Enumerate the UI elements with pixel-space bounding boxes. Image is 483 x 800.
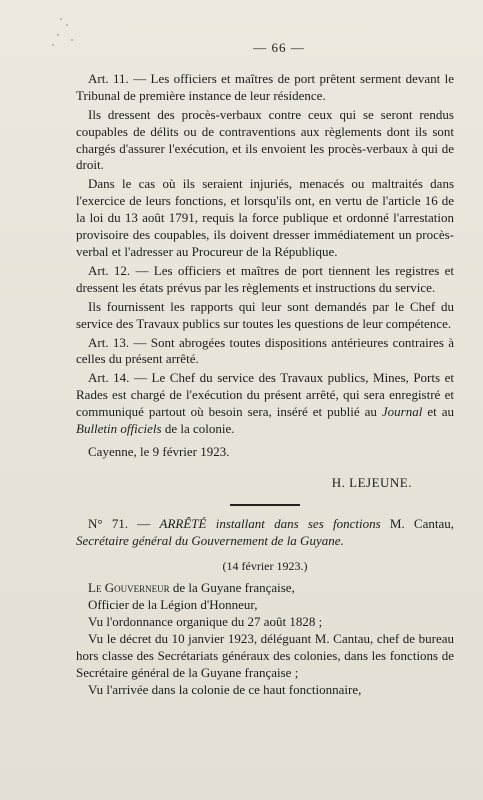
decree-title-part-1: installant dans ses fonctions — [206, 515, 390, 531]
paper-speck — [52, 44, 54, 46]
decree-date: (14 février 1923.) — [222, 558, 308, 573]
paper-speck — [60, 18, 62, 20]
paper-speck — [71, 39, 73, 41]
paragraph-art-12: Art. 12. — Les officiers et maîtres de port tiennent les registres et dressent les états prévus par les règlements et instructions du service. — [76, 262, 454, 295]
paper-speck — [57, 34, 59, 36]
decree-type: ARRÊTÉ — [159, 515, 207, 531]
paragraph-injuries: Dans le cas où ils seraient injuriés, menacés ou maltraités dans l'exercice de leurs fonctions, et lorsqu'ils ont, en vertu de l'article 16 de la loi du 13 août 1791, requis la force publique et ordonné l'arrestation provisoire des coupables, ils doivent dresser immédiatement un procès-verbal et l'adresser au Procureur de la République. — [76, 176, 454, 259]
art14-text-start: Art. 14. — Le Chef du service des Travaux publics, Mines, Ports et Rades est chargé de l'exécution du présent arrêté, qui sera enregistré et communiqué partout où besoin sera, inséré et publié au — [76, 370, 454, 420]
governor-rest: de la Guyane française, — [169, 580, 295, 596]
visa-decret: Vu le décret du 10 janvier 1923, déléguant M. Cantau, chef de bureau hors classe des Secrétariats généraux des colonies, dans les fonctions de Secrétaire général de la Guyane française ; — [76, 631, 454, 680]
paragraph-art-11: Art. 11. — Les officiers et maîtres de port prêtent serment devant le Tribunal de première instance de leur résidence. — [76, 70, 454, 103]
decree-person: M. Cantau, — [389, 515, 455, 531]
governor-title: Le Gouverneur — [88, 580, 170, 596]
art14-text-middle: et au — [422, 404, 454, 420]
art14-text-end: de la colonie. — [161, 421, 235, 437]
paper-speck — [66, 24, 68, 26]
paragraph-art-13: Art. 13. — Sont abrogées toutes dispositions antérieures contraires à celles du présent arrêté. — [76, 334, 454, 367]
bulletin-title: Bulletin officiels — [76, 421, 162, 437]
visa-ordonnance: Vu l'ordonnance organique du 27 août 1828 ; — [88, 614, 323, 630]
paragraph-art-14 — [76, 370, 454, 438]
signature: H. LEJEUNE. — [331, 474, 412, 490]
place-date: Cayenne, le 9 février 1923. — [88, 443, 230, 459]
visa-governor — [76, 580, 454, 597]
visa-officer: Officier de la Légion d'Honneur, — [88, 597, 258, 613]
visa-arrivee: Vu l'arrivée dans la colonie de ce haut fonctionnaire, — [88, 681, 362, 697]
journal-title: Journal — [381, 404, 423, 420]
decree-title-part-2: Secrétaire général du Gouvernement de la Guyane. — [76, 532, 344, 548]
paragraph-rapports: Ils fournissent les rapports qui leur sont demandés par le Chef du service des Travaux publics sur toutes les questions de leur compétence. — [76, 298, 454, 331]
decree-number: N° 71. — — [88, 515, 160, 531]
section-divider — [230, 504, 300, 506]
decree-heading — [76, 516, 454, 550]
page-number: — 66 — — [253, 40, 305, 55]
paragraph-proces-verbaux: Ils dressent des procès-verbaux contre ceux qui se seront rendus coupables de délits ou de contraventions aux règlements dont ils sont chargés d'assurer l'exécution, et ils envoient les procès-verbaux à qui de droit. — [76, 106, 454, 173]
document-text — [76, 40, 454, 699]
